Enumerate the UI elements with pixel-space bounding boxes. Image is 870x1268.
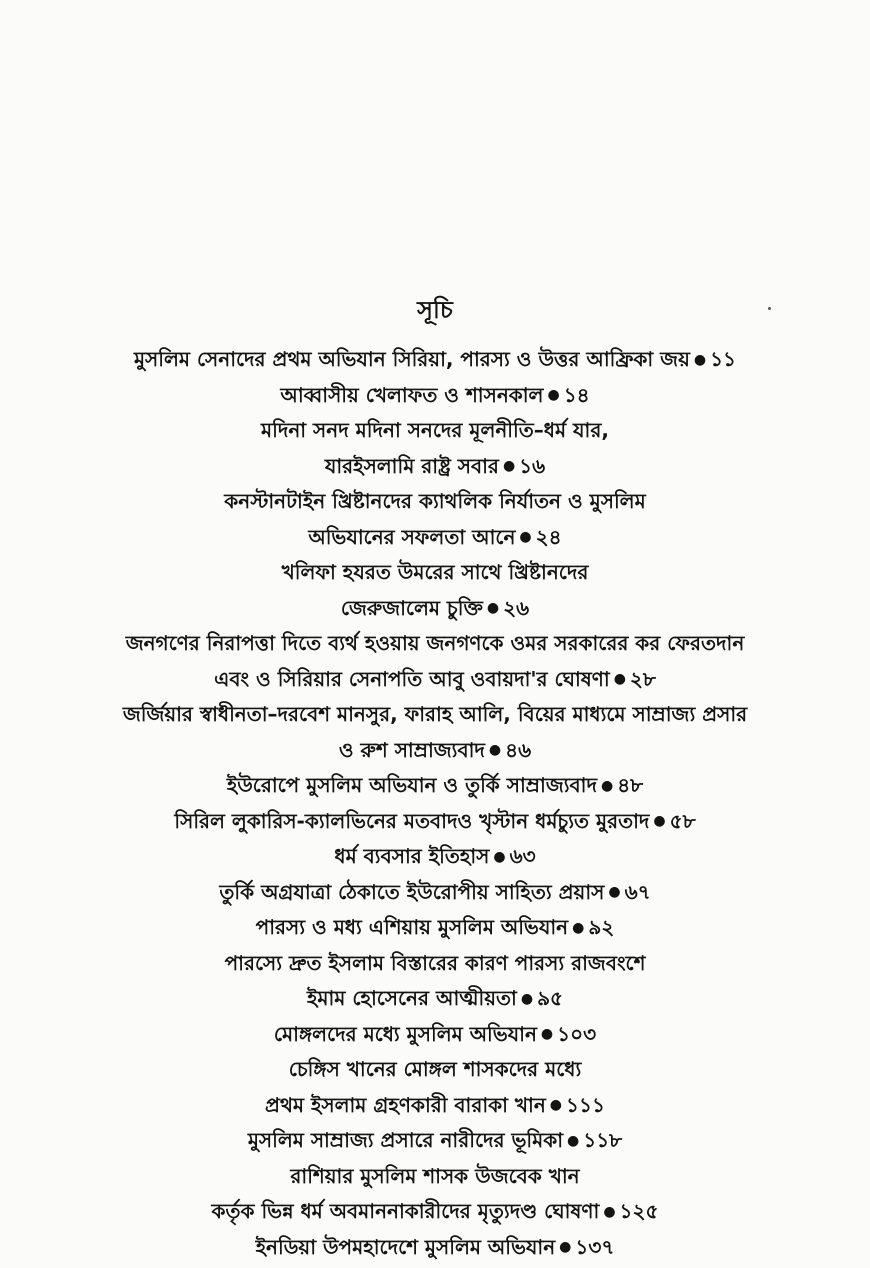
toc-page-number: ৬৭ [624,879,651,904]
toc-entry [30,626,840,662]
toc-entry [30,1017,840,1053]
toc-page-number: ১১৮ [583,1128,623,1152]
toc-entry-text: সিরিল লুকারিস-ক্যালভিনের মতবাদও খৃস্টান ধর্মচ্যুত মুরতাদ [174,808,650,833]
toc-entry-text: মুসলিম সাম্রাজ্য প্রসারে নারীদের ভূমিকা [247,1128,563,1152]
toc-page-number: ৫৮ [669,808,696,833]
toc-page-number: ১১১ [566,1092,605,1117]
toc-entry-text: প্রথম ইসলাম গ্রহণকারী বারাকা খান [265,1092,546,1117]
toc-page-number: ১৪ [563,382,590,407]
bullet-separator-icon: ● [493,848,506,865]
bullet-separator-icon: ● [520,990,534,1007]
toc-entry [30,804,840,840]
toc-entry [30,733,840,769]
toc-entry [30,555,840,591]
toc-entry [30,875,840,911]
toc-page-number: ৯৫ [537,986,564,1010]
toc-page-number: ১০৩ [557,1021,597,1046]
toc-page-number: ২৪ [535,524,562,549]
table-of-contents [30,342,840,1265]
toc-entry [30,413,840,449]
bullet-separator-icon: ● [540,1026,554,1043]
bullet-separator-icon: ● [613,671,626,688]
toc-entry [30,1194,840,1230]
toc-page-number: ৬৩ [509,844,536,868]
toc-page-number: ১১ [710,347,737,371]
toc-entry [30,520,840,556]
bullet-separator-icon: ● [502,458,516,475]
toc-entry [30,981,840,1017]
toc-entry-text: পারস্য ও মধ্য এশিয়ায় মুসলিম অভিযান [255,915,569,939]
toc-entry-text: আব্বাসীয় খেলাফত ও শাসনকাল [280,382,544,407]
toc-page-number: ৪৬ [505,737,532,762]
toc-entry-text: মদিনা সনদ মদিনা সনদের মূলনীতি–ধর্ম যার, [261,418,609,442]
toc-entry-text: মুসলিম সেনাদের প্রথম অভিযান সিরিয়া, পারস্য ও উত্তর আফ্রিকা জয় [133,347,690,371]
bullet-separator-icon: ● [608,884,621,901]
toc-entry [30,946,840,982]
toc-entry-text: জনগণের নিরাপত্তা দিতে ব্যর্থ হওয়ায় জনগণকে ওমর সরকারের কর ফেরতদান [125,631,745,655]
toc-entry-text: ধর্ম ব্যবসার ইতিহাস [334,844,490,868]
toc-entry-text: কনস্টানটাইন খ্রিষ্টানদের ক্যাথলিক নির্যাতন ও মুসলিম [224,489,646,513]
toc-entry-text: যারইসলামি রাষ্ট্র সবার [324,453,499,478]
toc-entry-text: মোঙ্গলদের মধ্যে মুসলিম অভিযান [273,1021,537,1046]
toc-entry [30,342,840,378]
toc-entry [30,449,840,485]
bullet-separator-icon: ● [653,813,666,830]
toc-entry [30,378,840,414]
toc-entry-text: তুর্কি অগ্রযাত্রা ঠেকাতে ইউরোপীয় সাহিত্য প্রয়াস [219,879,605,904]
toc-page-number: ১২৫ [619,1199,659,1223]
toc-entry-text: ইনডিয়া উপমহাদেশে মুসলিম অভিযান [255,1234,556,1259]
bullet-separator-icon: ● [603,1203,616,1220]
bullet-separator-icon: ● [559,1239,572,1256]
toc-page-number: ৯২ [588,915,615,939]
toc-entry [30,1052,840,1088]
bullet-separator-icon: ● [486,600,500,617]
toc-page-number: ৪৮ [617,773,644,797]
bullet-separator-icon: ● [600,777,614,794]
toc-entry [30,484,840,520]
toc-entry-text: ইউরোপে মুসলিম অভিযান ও তুর্কি সাম্রাজ্যবাদ [226,773,597,797]
toc-page-number: ১৬ [519,453,546,478]
toc-entry-text: অভিযানের সফলতা আনে [308,524,516,549]
toc-entry-text: কর্তৃক ভিন্ন ধর্ম অবমাননাকারীদের মৃত্যুদণ্ড ঘোষণা [211,1199,600,1223]
bullet-separator-icon: ● [567,1132,580,1149]
toc-entry-text: পারস্যে দ্রুত ইসলাম বিস্তারের কারণ পারস্য রাজবংশে [224,950,646,975]
toc-page-number: ১৩৭ [575,1234,615,1259]
toc-entry [30,662,840,698]
bullet-separator-icon: ● [549,1097,563,1114]
toc-page-number: ২৮ [629,666,656,691]
toc-entry [30,839,840,875]
toc-entry-text: ইমাম হোসেনের আত্মীয়তা [306,986,517,1010]
toc-entry [30,591,840,627]
toc-entry-text: ও রুশ সাম্রাজ্যবাদ [338,737,485,762]
bullet-separator-icon: ● [572,919,585,936]
toc-page-number: ২৬ [503,595,530,620]
bullet-separator-icon: ● [547,387,560,404]
toc-entry [30,697,840,733]
toc-entry [30,1123,840,1159]
toc-entry-text: এবং ও সিরিয়ার সেনাপতি আবু ওবায়দা'র ঘোষণা [214,666,610,691]
bullet-separator-icon: ● [488,742,502,759]
toc-entry [30,910,840,946]
toc-entry [30,768,840,804]
toc-entry-text: চেঙ্গিস খানের মোঙ্গল শাসকদের মধ্যে [288,1057,582,1081]
toc-entry [30,1088,840,1124]
toc-entry-text: রাশিয়ার মুসলিম শাসক উজবেক খান [290,1163,580,1188]
bullet-separator-icon: ● [519,529,532,546]
page-title: সূচি [417,296,453,324]
toc-entry-text: জর্জিয়ার স্বাধীনতা–দরবেশ মানসুর, ফারাহ আলি, বিয়ের মাধ্যমে সাম্রাজ্য প্রসার [122,702,748,726]
bullet-separator-icon: ● [693,351,707,368]
toc-entry [30,1230,840,1266]
print-speck [768,307,771,310]
toc-entry [30,1159,840,1195]
toc-entry-text: জেরুজালেম চুক্তি [340,595,483,620]
toc-entry-text: খলিফা হযরত উমরের সাথে খ্রিষ্টানদের [281,560,589,584]
